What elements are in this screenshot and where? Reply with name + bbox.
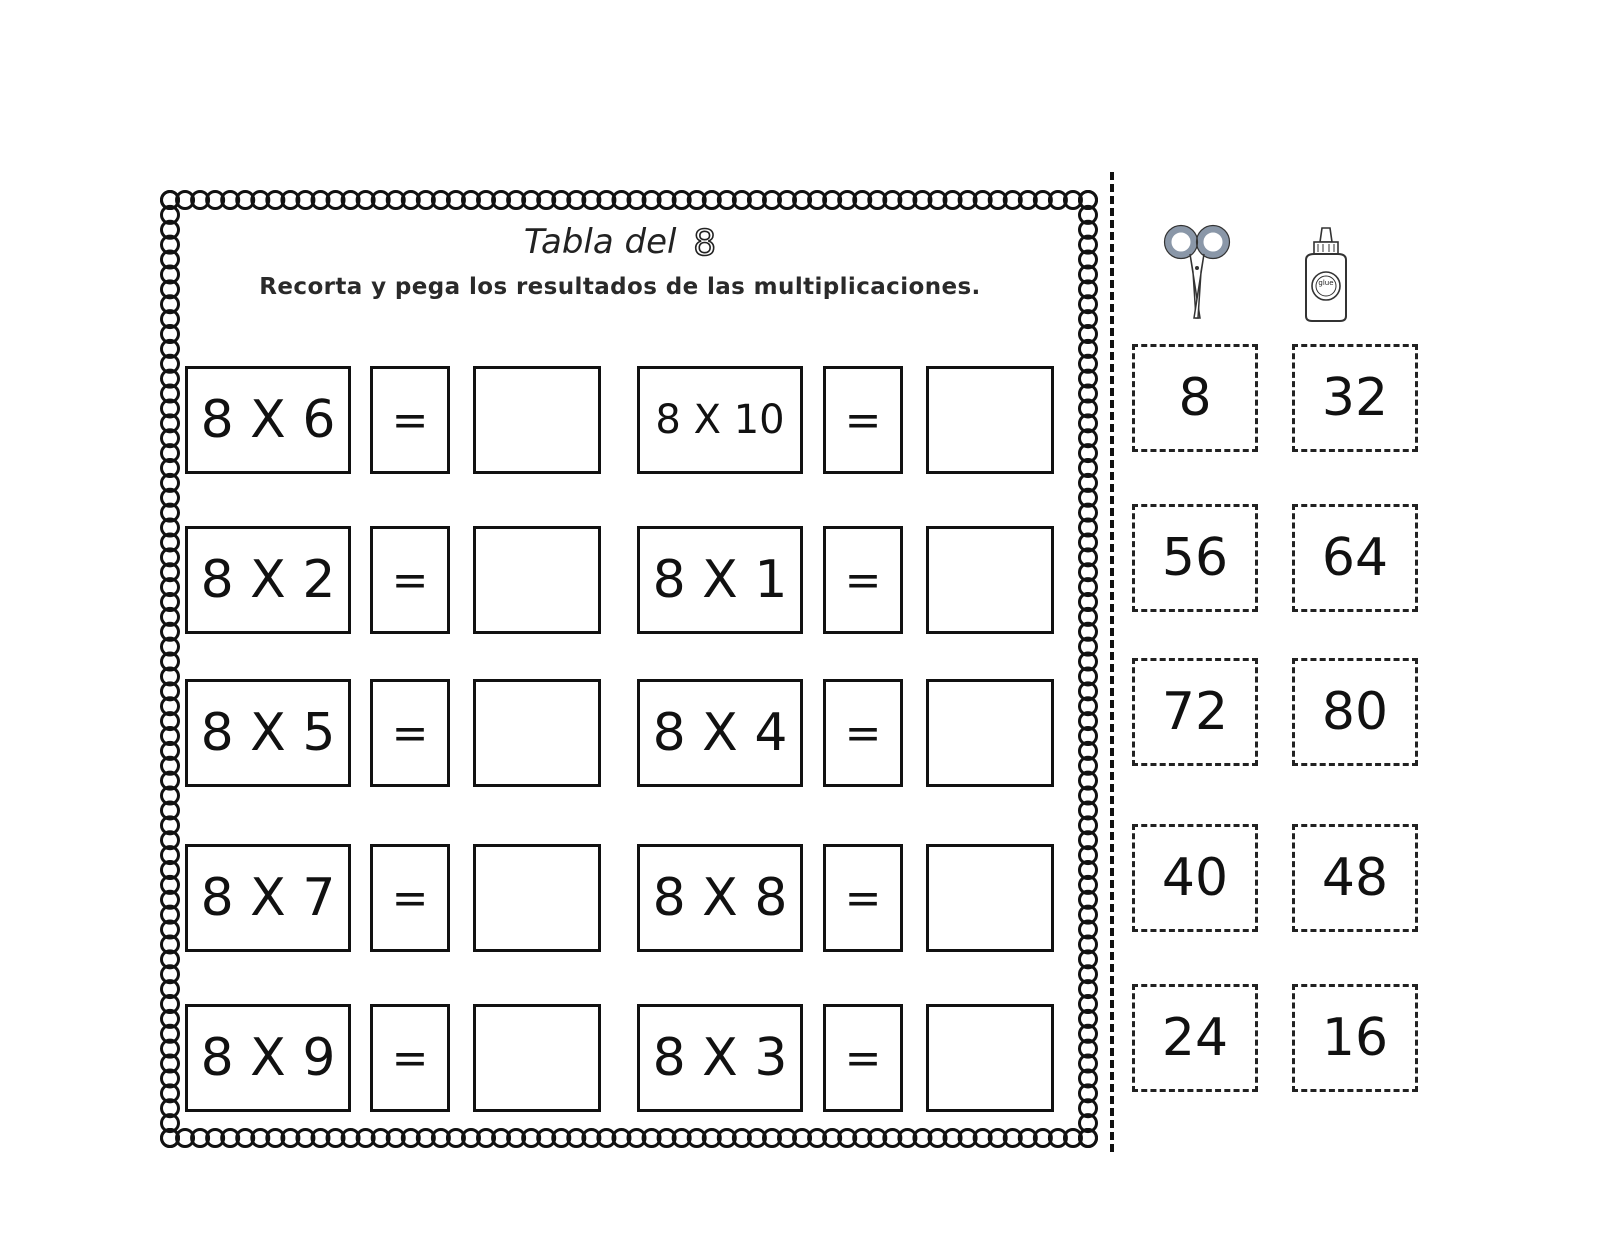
answer-slot[interactable]: [473, 526, 601, 634]
equals-box: =: [823, 366, 903, 474]
problem-box-left-3: 8 X 5: [185, 679, 351, 787]
answer-slot[interactable]: [473, 679, 601, 787]
problem-box-left-1: 8 X 6: [185, 366, 351, 474]
problem-box-right-5: 8 X 3: [637, 1004, 803, 1112]
answer-card[interactable]: 32: [1292, 344, 1418, 452]
title-text: Tabla del: [523, 222, 677, 262]
equals-box: =: [370, 844, 450, 952]
answer-slot[interactable]: [926, 526, 1054, 634]
answer-slot[interactable]: [926, 1004, 1054, 1112]
glue-label: glue: [1318, 279, 1334, 287]
answer-slot[interactable]: [926, 679, 1054, 787]
answer-card[interactable]: 72: [1132, 658, 1258, 766]
equals-box: =: [823, 1004, 903, 1112]
answer-card[interactable]: 64: [1292, 504, 1418, 612]
equals-box: =: [370, 526, 450, 634]
answer-slot[interactable]: [473, 366, 601, 474]
answer-slot[interactable]: [926, 366, 1054, 474]
problem-box-left-5: 8 X 9: [185, 1004, 351, 1112]
equals-box: =: [370, 1004, 450, 1112]
problem-box-left-2: 8 X 2: [185, 526, 351, 634]
problem-box-right-4: 8 X 8: [637, 844, 803, 952]
answer-slot[interactable]: [473, 844, 601, 952]
problem-box-left-4: 8 X 7: [185, 844, 351, 952]
equals-box: =: [823, 844, 903, 952]
instruction-text: Recorta y pega los resultados de las multiplicaciones.: [259, 274, 981, 300]
problem-box-right-2: 8 X 1: [637, 526, 803, 634]
equals-box: =: [823, 526, 903, 634]
answer-slot[interactable]: [473, 1004, 601, 1112]
worksheet-title: [170, 222, 1070, 264]
glue-bottle-icon: [1296, 226, 1356, 324]
problem-box-right-1: 8 X 10: [637, 366, 803, 474]
answer-card[interactable]: 80: [1292, 658, 1418, 766]
equals-box: =: [370, 366, 450, 474]
equals-box: =: [823, 679, 903, 787]
answer-card[interactable]: 8: [1132, 344, 1258, 452]
answer-card[interactable]: 16: [1292, 984, 1418, 1092]
problem-box-right-3: 8 X 4: [637, 679, 803, 787]
answer-card[interactable]: 48: [1292, 824, 1418, 932]
scissors-icon: [1162, 222, 1232, 322]
equals-box: =: [370, 679, 450, 787]
answer-slot[interactable]: [926, 844, 1054, 952]
title-number: 8: [693, 223, 717, 264]
cut-line: [1110, 172, 1114, 1152]
answer-card[interactable]: 40: [1132, 824, 1258, 932]
answer-card[interactable]: 24: [1132, 984, 1258, 1092]
answer-card[interactable]: 56: [1132, 504, 1258, 612]
